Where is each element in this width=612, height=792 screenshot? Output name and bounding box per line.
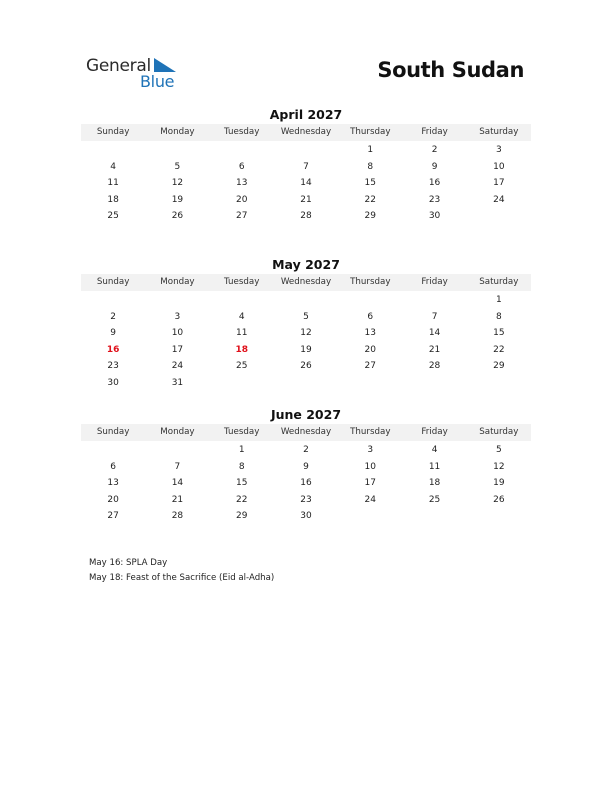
weekday-label: Friday [421,427,448,437]
day-cell: 16 [300,478,312,489]
day-cell: 26 [300,361,312,372]
day-cell: 15 [493,328,505,339]
day-cell: 4 [431,445,438,455]
day-cell: 26 [171,211,184,222]
day-cell: 22 [364,194,376,205]
day-cell: 13 [364,328,376,339]
day-cell: 21 [428,344,441,355]
logo-blue-text: Blue [140,72,175,91]
weekday-label: Friday [421,277,448,287]
day-cell: 30 [428,211,441,222]
weekday-label: Thursday [350,277,391,287]
day-cell: 22 [235,494,248,505]
empty-day-cell [81,292,145,309]
weekday-label: Wednesday [280,427,332,437]
weekday-label: Sunday [96,427,130,437]
day-cell: 2 [431,145,438,155]
weekday-label: Tuesday [224,427,260,437]
day-cell: 20 [107,494,119,505]
day-cell: 9 [303,461,309,472]
weekday-label: Friday [421,127,448,137]
weekday-label: Wednesday [280,277,332,287]
day-cell: 23 [428,194,441,205]
weekday-label: Tuesday [224,277,260,287]
month-title: April 2027 [269,107,343,122]
day-cell: 7 [174,461,181,472]
day-cell: 17 [364,478,376,489]
holiday-note: May 16: SPLA Day [89,558,168,568]
day-cell: 30 [300,511,312,522]
day-cell: 6 [238,161,245,172]
day-cell: 15 [364,178,376,189]
month-calendar-june [81,406,531,525]
day-cell: 26 [493,494,505,505]
day-cell: 7 [431,311,438,322]
day-cell: 5 [174,161,181,172]
day-cell: 28 [428,361,441,372]
day-cell: 1 [238,445,245,455]
day-cell: 5 [495,445,502,455]
day-cell: 5 [303,311,309,322]
weekday-label: Saturday [479,277,519,287]
day-cell: 30 [107,377,119,388]
weekday-label: Monday [160,277,195,287]
weekday-header [81,424,531,441]
day-cell: 2 [110,311,116,322]
holiday-notes [89,556,274,585]
day-cell: 1 [495,295,502,305]
day-cell: 15 [235,478,248,489]
day-cell: 24 [171,361,184,372]
day-cell: 13 [235,178,248,189]
day-grid [81,442,531,525]
day-cell: 8 [238,461,245,472]
day-cell: 29 [364,211,376,222]
day-cell: 4 [238,311,245,322]
day-cell: 3 [367,445,374,455]
day-cell: 10 [493,161,505,172]
day-cell: 14 [300,178,312,189]
day-cell: 17 [493,178,505,189]
day-cell: 10 [364,461,376,472]
day-cell: 6 [110,461,116,472]
day-cell: 3 [174,311,181,322]
day-cell: 27 [235,211,248,222]
day-cell: 16 [106,344,120,355]
brand-logo [86,56,186,92]
day-cell: 11 [428,461,441,472]
holiday-note: May 18: Feast of the Sacrifice (Eid al-Adha) [89,572,275,583]
day-cell: 2 [303,445,309,455]
day-cell: 19 [171,194,184,205]
day-cell: 21 [300,194,312,205]
day-cell: 12 [171,178,184,189]
day-cell: 25 [428,494,441,505]
empty-day-cell [274,292,338,309]
day-cell: 9 [431,161,438,172]
empty-day-cell [274,142,338,159]
empty-day-cell [145,292,209,309]
empty-day-cell [210,142,274,159]
weekday-label: Monday [160,127,195,137]
day-cell: 20 [235,194,248,205]
day-cell: 25 [235,361,248,372]
month-calendar-april [81,106,531,225]
country-title: South Sudan [377,58,524,82]
empty-day-cell [338,292,402,309]
weekday-header [81,274,531,291]
day-cell: 24 [493,194,505,205]
weekday-label: Thursday [350,427,391,437]
day-cell: 13 [107,478,119,489]
day-cell: 28 [300,211,312,222]
day-cell: 29 [235,511,248,522]
day-grid [81,142,531,225]
day-cell: 29 [493,361,505,372]
weekday-label: Sunday [96,127,130,137]
day-cell: 11 [107,178,119,189]
empty-day-cell [402,292,466,309]
day-cell: 19 [493,478,505,489]
empty-day-cell [145,142,209,159]
day-cell: 18 [107,194,119,205]
day-cell: 3 [495,145,502,155]
empty-day-cell [81,442,145,459]
day-cell: 11 [235,328,248,339]
month-title: May 2027 [272,257,340,272]
day-cell: 23 [300,494,312,505]
month-calendar-may [81,256,531,392]
weekday-label: Tuesday [224,127,260,137]
weekday-label: Saturday [479,427,519,437]
weekday-label: Thursday [350,127,391,137]
day-cell: 8 [495,311,502,322]
day-cell: 20 [364,344,376,355]
day-cell: 10 [171,328,184,339]
empty-day-cell [210,292,274,309]
weekday-label: Saturday [479,127,519,137]
month-title: June 2027 [270,407,342,422]
weekday-label: Monday [160,427,195,437]
weekday-label: Wednesday [280,127,332,137]
logo-general-text: General [86,56,151,76]
day-cell: 27 [364,361,376,372]
day-cell: 7 [303,161,309,172]
day-cell: 1 [367,145,374,155]
day-cell: 28 [171,511,184,522]
day-cell: 18 [235,344,248,355]
day-cell: 23 [107,361,119,372]
day-grid [81,292,531,392]
day-cell: 16 [428,178,441,189]
day-cell: 12 [493,461,505,472]
day-cell: 12 [300,328,312,339]
empty-day-cell [81,142,145,159]
day-cell: 25 [107,211,119,222]
day-cell: 18 [428,478,441,489]
day-cell: 27 [107,511,119,522]
day-cell: 8 [367,161,374,172]
logo-triangle-icon [154,58,176,72]
day-cell: 31 [171,377,184,388]
day-cell: 4 [110,161,116,172]
day-cell: 21 [171,494,184,505]
day-cell: 24 [364,494,376,505]
day-cell: 19 [300,344,312,355]
weekday-header [81,124,531,141]
day-cell: 17 [171,344,184,355]
day-cell: 9 [110,328,116,339]
empty-day-cell [145,442,209,459]
day-cell: 22 [493,344,505,355]
day-cell: 14 [428,328,441,339]
weekday-label: Sunday [96,277,130,287]
day-cell: 6 [367,311,374,322]
day-cell: 14 [171,478,184,489]
